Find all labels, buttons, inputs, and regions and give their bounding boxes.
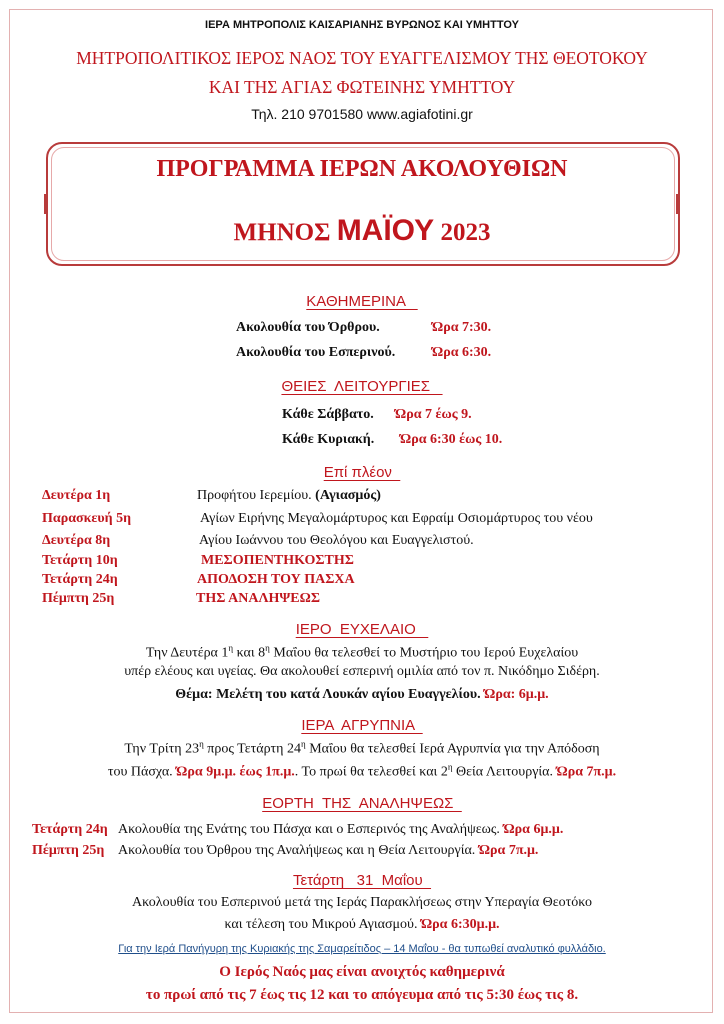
feast-day: Παρασκευή 5η bbox=[42, 511, 132, 526]
table-row bbox=[0, 533, 724, 553]
vigil-text-2: του Πάσχα. Ώρα 9μ.μ. έως 1π.μ.. Το πρωί θα τελεσθεί και $2^\eta$ Θεία Λειτουργία. Ώρα 7π.μ. bbox=[107, 762, 617, 780]
ascension-section bbox=[0, 795, 724, 813]
service-name: Ακολουθία του Εσπερινού. bbox=[236, 345, 396, 360]
table-row bbox=[0, 591, 724, 611]
opening-hours-2: το πρωί από τις 7 έως τις 12 και το απόγευμα από τις 5:30 έως τις 8. bbox=[145, 987, 579, 1003]
service-time: Ώρα 6:30. bbox=[432, 345, 492, 360]
liturgies-section bbox=[0, 378, 724, 396]
section-heading: ΕΟΡΤΗ ΤΗΣ ΑΝΑΛΗΨΕΩΣ bbox=[262, 795, 462, 812]
section-heading: ΙΕΡΟ ΕΥΧΕΛΑΙΟ bbox=[295, 621, 429, 638]
feast-day: Δευτέρα 1η bbox=[42, 488, 111, 503]
table-row bbox=[0, 843, 724, 863]
ascension-day: Τετάρτη 24η bbox=[32, 822, 108, 837]
vigil-section bbox=[0, 717, 724, 735]
section-heading: Τετάρτη 31 Μαΐου bbox=[292, 872, 432, 889]
liturgy-time: Ώρα 6:30 έως 10. bbox=[400, 432, 503, 447]
daily-section bbox=[0, 293, 724, 311]
list-item bbox=[0, 407, 724, 427]
feast-note: (Αγιασμός) bbox=[315, 488, 381, 503]
table-row bbox=[0, 822, 724, 842]
metropolis-name: ΙΕΡΑ ΜΗΤΡΟΠΟΛΙΣ ΚΑΙΣΑΡΙΑΝΗΣ ΒΥΡΩΝΟΣ ΚΑΙ ΥΜΗΤΤΟΥ bbox=[205, 19, 519, 31]
feast-day: Δευτέρα 8η bbox=[42, 533, 111, 548]
contact-line: Τηλ. 210 9701580 www.agiafotini.gr bbox=[251, 106, 473, 122]
church-name: ΜΗΤΡΟΠΟΛΙΤΙΚΟΣ ΙΕΡΟΣ ΝΑΟΣ ΤΟΥ ΕΥΑΓΓΕΛΙΣΜΟΥ ΤΗΣ ΘΕΟΤΟΚΟΥ bbox=[76, 48, 648, 68]
list-item bbox=[0, 432, 724, 452]
liturgy-day: Κάθε Σάββατο. bbox=[282, 407, 374, 422]
service-time: Ώρα 7:30. bbox=[432, 320, 492, 335]
ascension-time: Ώρα 7π.μ. bbox=[478, 843, 539, 858]
extra-section bbox=[0, 464, 724, 482]
unction-text-2: υπέρ ελέους και υγείας. Θα ακολουθεί εσπερινή ομιλία από τον π. Νικόδημο Σιδέρη. bbox=[124, 664, 600, 679]
feast-name: ΤΗΣ ΑΝΑΛΗΨΕΩΣ bbox=[196, 591, 320, 606]
table-row bbox=[0, 553, 724, 573]
table-row bbox=[0, 511, 724, 531]
feast-name: ΜΕΣΟΠΕΝΤΗΚΟΣΤΗΣ bbox=[201, 553, 354, 568]
page-title: ΠΡΟΓΡΑΜΜΑ ΙΕΡΩΝ ΑΚΟΛΟΥΘΙΩΝ bbox=[156, 156, 568, 182]
ascension-time: Ώρα 6μ.μ. bbox=[503, 822, 564, 837]
feast-day: Πέμπτη 25η bbox=[42, 591, 115, 606]
feast-name: Αγίου Ιωάννου του Θεολόγου και Ευαγγελιστού. bbox=[199, 533, 474, 548]
month-prefix: ΜΗΝΟΣ bbox=[233, 219, 337, 246]
title-box-tick-right bbox=[676, 194, 680, 214]
section-heading: ΙΕΡΑ ΑΓΡΥΠΝΙΑ bbox=[301, 717, 423, 734]
table-row bbox=[0, 488, 724, 508]
may31-section bbox=[0, 872, 724, 890]
liturgy-time: Ώρα 7 έως 9. bbox=[395, 407, 472, 422]
title-box-tick-left bbox=[44, 194, 48, 214]
vigil-text-1: Την Τρίτη $23^\eta$ προς Τετάρτη $24^\eta$ Μαΐου θα τελεσθεί Ιερά Αγρυπνία για την Απόδοση bbox=[124, 739, 600, 757]
notice-link[interactable]: Για την Ιερά Πανήγυρη της Κυριακής της Σαμαρείτιδος – 14 Μαΐου - θα τυπωθεί αναλυτικό φυλλάδιο. bbox=[118, 943, 606, 955]
table-row bbox=[0, 572, 724, 592]
service-name: Ακολουθία του Όρθρου. bbox=[236, 320, 380, 335]
section-heading: Επί πλέον bbox=[323, 464, 401, 481]
ascension-service: Ακολουθία του Όρθρου της Αναλήψεως και η Θεία Λειτουργία. bbox=[118, 843, 479, 858]
feast-day: Τετάρτη 10η bbox=[42, 553, 118, 568]
unction-section bbox=[0, 621, 724, 639]
section-heading: ΘΕΙΕΣ ΛΕΙΤΟΥΡΓΙΕΣ bbox=[281, 378, 443, 395]
ascension-day: Πέμπτη 25η bbox=[32, 843, 105, 858]
may31-text-2: και τέλεση του Μικρού Αγιασμού. Ώρα 6:30μ.μ. bbox=[224, 917, 500, 932]
feast-day: Τετάρτη 24η bbox=[42, 572, 118, 587]
month-name: ΜΑΪΟΥ bbox=[336, 214, 435, 247]
notice-line bbox=[0, 939, 724, 957]
unction-text-1: Την Δευτέρα $1^\eta$ και $8^\eta$ Μαΐου θα τελεσθεί το Μυστήριο του Ιερού Ευχελαίου bbox=[145, 643, 579, 661]
ascension-service: Ακολουθία της Ενάτης του Πάσχα και ο Εσπερινός της Αναλήψεως. bbox=[118, 822, 504, 837]
feast-name: ΑΠΟΔΟΣΗ ΤΟΥ ΠΑΣΧΑ bbox=[197, 572, 355, 587]
list-item bbox=[0, 320, 724, 340]
month-title bbox=[0, 214, 724, 248]
unction-theme: Θέμα: Μελέτη του κατά Λουκάν αγίου Ευαγγελίου. Ώρα: 6μ.μ. bbox=[175, 687, 549, 702]
month-year: 2023 bbox=[434, 219, 491, 246]
section-heading: ΚΑΘΗΜΕΡΙΝΑ bbox=[306, 293, 418, 310]
list-item bbox=[0, 345, 724, 365]
church-name-2: ΚΑΙ ΤΗΣ ΑΓΙΑΣ ΦΩΤΕΙΝΗΣ ΥΜΗΤΤΟΥ bbox=[208, 77, 516, 97]
feast-name: Αγίων Ειρήνης Μεγαλομάρτυρος και Εφραίμ Οσιομάρτυρος του νέου bbox=[200, 511, 593, 526]
may31-text-1: Ακολουθία του Εσπερινού μετά της Ιεράς Παρακλήσεως στην Υπεραγία Θεοτόκο bbox=[131, 895, 593, 910]
feast-name: Προφήτου Ιερεμίου. bbox=[197, 488, 316, 503]
liturgy-day: Κάθε Κυριακή. bbox=[282, 432, 375, 447]
opening-hours-1: Ο Ιερός Ναός μας είναι ανοιχτός καθημερινά bbox=[219, 964, 505, 980]
